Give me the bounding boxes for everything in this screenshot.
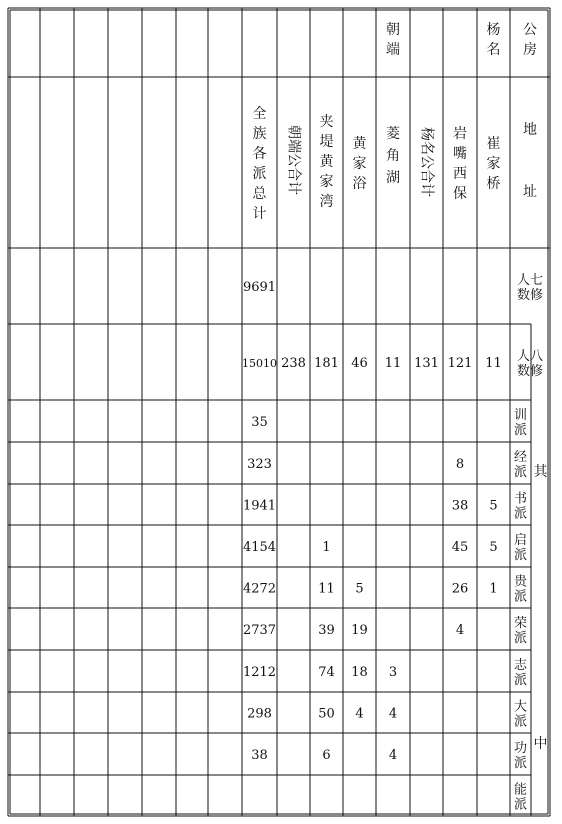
header-total: 全族各派总计 xyxy=(252,106,267,222)
table-cell: 121 xyxy=(447,356,473,371)
header-huangjiayu: 黄家浴 xyxy=(352,136,367,192)
row-label: 贵派 xyxy=(513,574,528,605)
table-text xyxy=(242,21,549,813)
table-cell: 4 xyxy=(388,748,398,763)
row-label: 能派 xyxy=(513,782,528,813)
row-label: 荣派 xyxy=(513,616,528,646)
table-cell: 11 xyxy=(485,356,502,371)
table-cell: 8 xyxy=(455,457,465,472)
table-cell: 18 xyxy=(351,665,368,680)
row-label: 人八数修 xyxy=(516,349,544,379)
row-label: 大派 xyxy=(513,699,528,730)
header-lingjiaohu: 菱角湖 xyxy=(386,126,400,186)
table-cell: 38 xyxy=(251,748,268,763)
header-gongfang: 公房 xyxy=(523,22,537,58)
row-label: 训派 xyxy=(513,408,528,438)
table-cell: 74 xyxy=(318,665,335,680)
header-yanzui: 岩嘴西保 xyxy=(453,126,467,202)
row-label: 人七数修 xyxy=(516,273,544,303)
table-cell: 39 xyxy=(318,623,335,638)
table-cell: 5 xyxy=(489,540,498,555)
header-cuijiaqiao: 崔家桥 xyxy=(486,136,501,192)
table-cell: 38 xyxy=(451,498,469,514)
table-cell: 1212 xyxy=(242,665,277,680)
table-cell: 11 xyxy=(384,356,402,371)
table-cell: 4272 xyxy=(242,581,277,597)
row-label: 志派 xyxy=(513,658,528,688)
table-cell: 4 xyxy=(455,623,465,638)
header-jiati: 夹堤黄家湾 xyxy=(319,114,334,210)
table-cell: 323 xyxy=(247,457,272,472)
header-chaoduan: 朝端 xyxy=(386,22,400,58)
table-cell: 5 xyxy=(355,581,364,597)
table-cell: 26 xyxy=(451,581,469,597)
table-cell: 1941 xyxy=(242,498,277,514)
side-label-qi: 其 xyxy=(533,464,548,480)
table-cell: 6 xyxy=(322,748,331,763)
table-cell: 45 xyxy=(451,540,469,555)
row-label: 功派 xyxy=(513,741,528,771)
table-cell: 238 xyxy=(281,356,306,371)
table-grid xyxy=(8,8,550,816)
table-cell: 4 xyxy=(388,706,398,722)
table-cell: 298 xyxy=(247,706,272,722)
header-yangming: 杨名 xyxy=(486,22,501,58)
table-cell: 3 xyxy=(388,665,398,680)
table-cell: 9691 xyxy=(242,280,277,295)
table-cell: 2737 xyxy=(242,623,277,638)
side-label-zhong: 中 xyxy=(533,736,548,752)
table-cell: 131 xyxy=(414,356,439,371)
header-chaoduan-sum: 朝端公合计 xyxy=(285,125,302,195)
table-cell: 181 xyxy=(314,356,339,371)
row-label: 书派 xyxy=(513,491,528,522)
table-cell: 4 xyxy=(355,706,364,722)
row-label: 启派 xyxy=(513,533,528,563)
table-cell: 5 xyxy=(489,498,498,514)
table-cell: 19 xyxy=(351,623,368,638)
table-cell: 50 xyxy=(318,706,335,722)
table-cell: 15010 xyxy=(242,357,277,370)
table-cell: 46 xyxy=(351,356,368,371)
table-cell: 11 xyxy=(318,581,335,597)
table-cell: 35 xyxy=(251,415,268,430)
table-cell: 1 xyxy=(322,540,331,555)
header-yangming-sum: 杨名公合计 xyxy=(418,127,435,197)
table-cell: 1 xyxy=(489,581,498,597)
table-cell: 4154 xyxy=(242,540,277,555)
header-address: 地址 xyxy=(523,122,537,200)
row-label: 经派 xyxy=(513,450,528,480)
